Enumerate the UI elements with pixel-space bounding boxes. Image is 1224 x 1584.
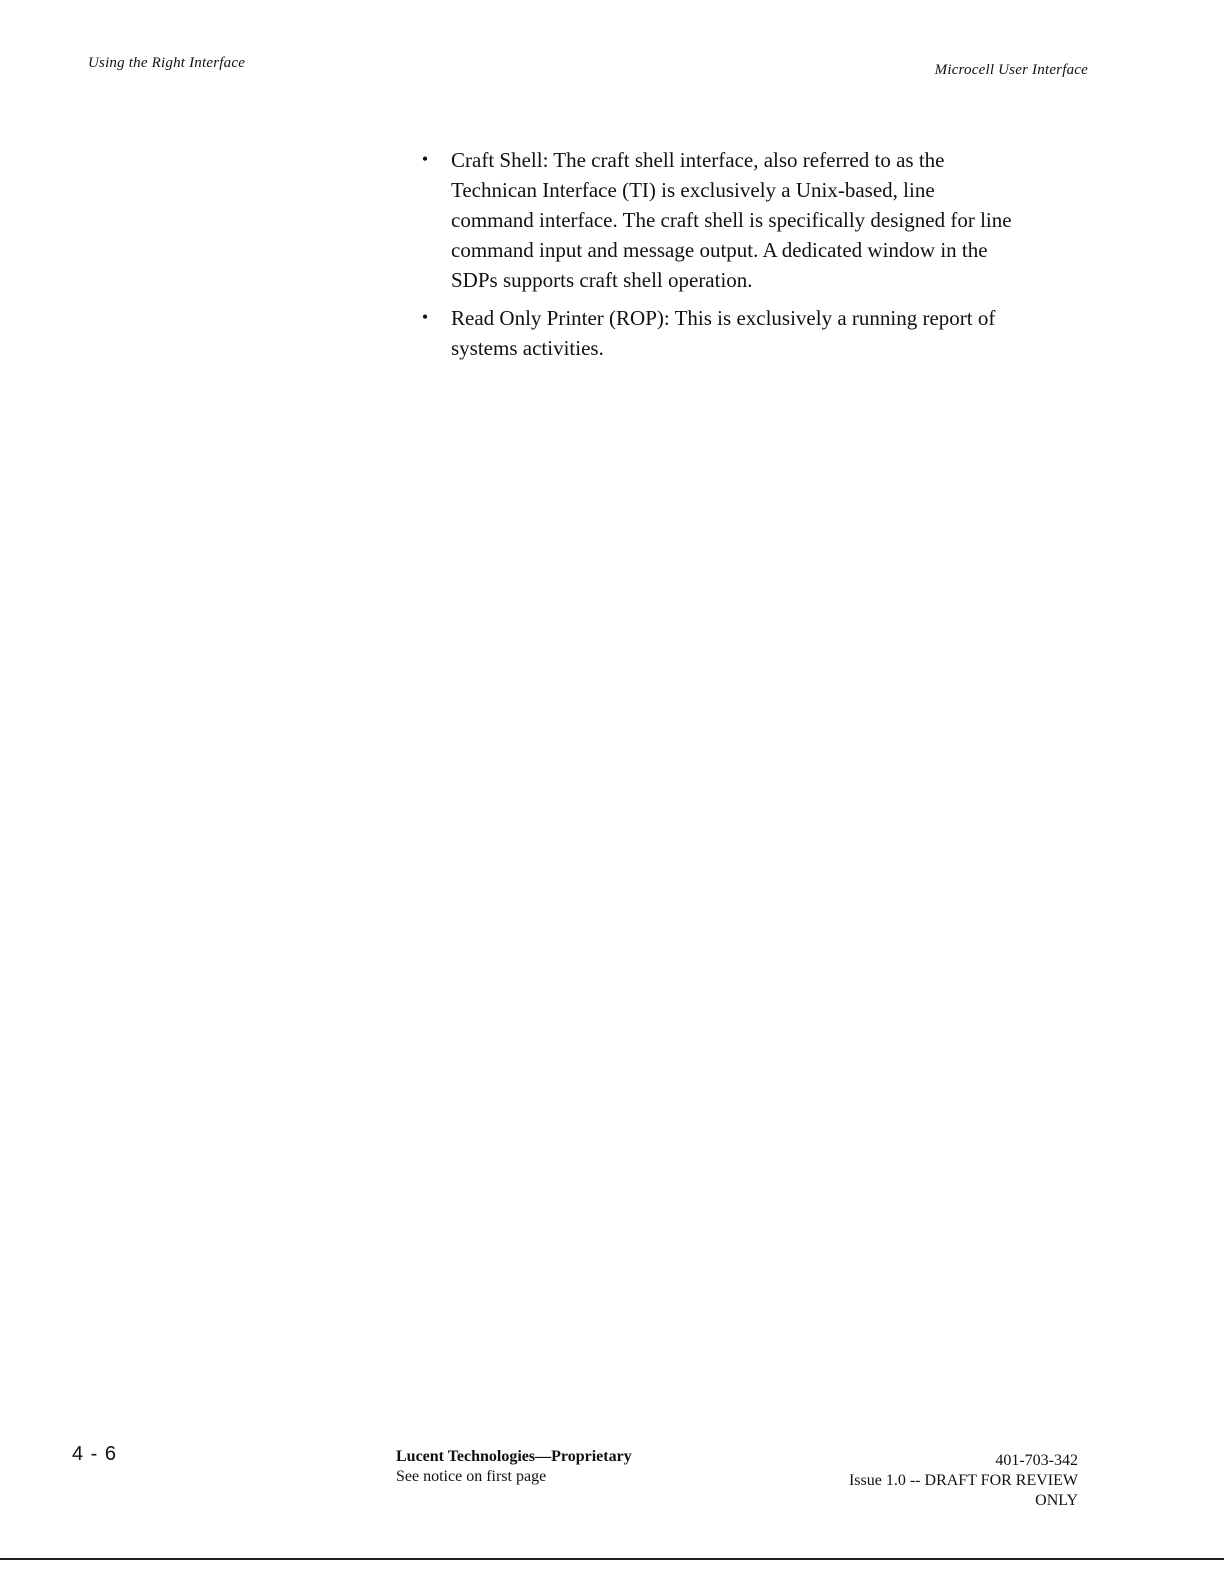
- body-content: [418, 145, 1098, 371]
- document-number: 401-703-342: [995, 1452, 1078, 1469]
- issue-status: Issue 1.0 -- DRAFT FOR REVIEW: [848, 1472, 1078, 1489]
- bullet-list: [418, 145, 1098, 363]
- bullet-text: Craft Shell: The craft shell interface, also referred to as the Technican Interface (TI) is exclusively a Unix-based, line command interface. The craft shell is specifically designed for line command input and message output. A dedicated window in the SDPs supports craft shell operation.: [451, 148, 1012, 292]
- footer-rule: [0, 1558, 1224, 1560]
- footer-proprietary-block: [396, 1447, 726, 1487]
- running-header-right: Microcell User Interface: [934, 62, 1088, 78]
- bullet-icon: •: [421, 149, 429, 169]
- running-header-left: Using the Right Interface: [88, 55, 246, 71]
- bullet-item-craft-shell: [418, 145, 1098, 295]
- issue-status-continued: ONLY: [1035, 1492, 1078, 1509]
- footer-company: Lucent Technologies—Proprietary: [396, 1448, 632, 1465]
- bullet-text: Read Only Printer (ROP): This is exclusively a running report of systems activities.: [451, 306, 996, 360]
- page-number: 4 - 6: [72, 1443, 118, 1465]
- bullet-icon: •: [421, 307, 429, 327]
- footer-notice: See notice on first page: [396, 1468, 547, 1485]
- footer-document-info: [790, 1451, 1078, 1511]
- bullet-item-read-only-printer: [418, 303, 1098, 363]
